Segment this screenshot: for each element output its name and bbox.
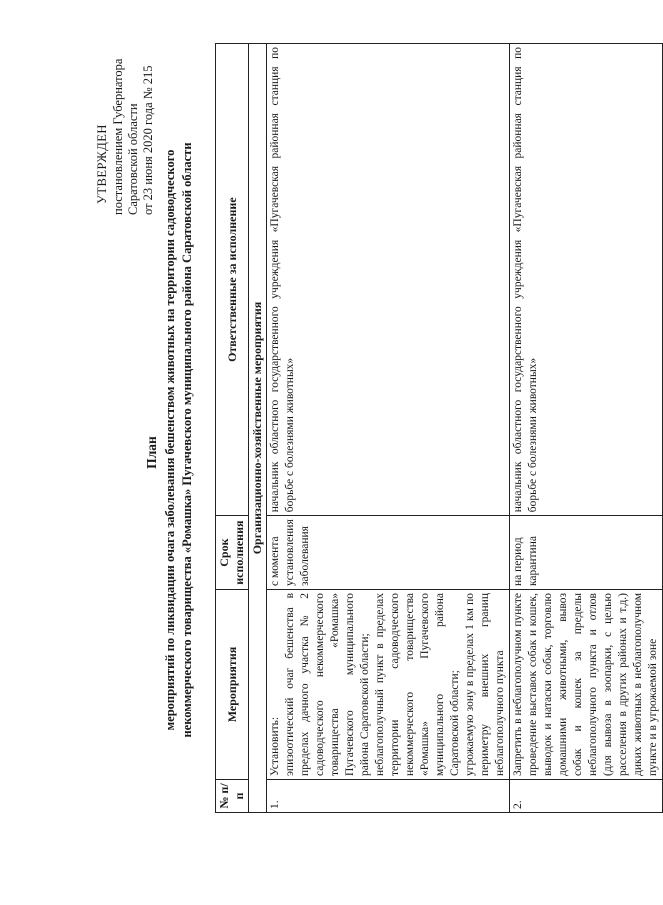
approval-heading: УТВЕРЖДЕН xyxy=(95,124,109,204)
header-num: № п/ п xyxy=(216,780,249,813)
header-activities: Мероприятия xyxy=(216,590,249,780)
activity-paragraph: эпизоотический очаг бешенства в пределах дачного участка № 2 садоводческого некоммерческого товарищества «Ромашка» Пугачевского муниципального района Саратовской области; xyxy=(284,593,371,776)
row-responsible: начальник областного государственного учреждения «Пугачевская районная станция по борьбе с болезнями животных» xyxy=(510,44,663,516)
row-number: 1. xyxy=(267,780,510,813)
activity-intro: Установить: xyxy=(269,716,281,776)
activity-paragraph: угрожаемую зону в пределах 1 км по периметру внешних границ неблагополучного пункта xyxy=(464,593,506,776)
document-title: План xyxy=(144,436,159,469)
document-subtitle: мероприятий по ликвидации очага заболевания бешенством животных на территории садоводческого некоммерческого товарищества «Ромашка» Пугачевского муниципального района Саратовской области xyxy=(163,142,194,738)
row-activity xyxy=(267,590,510,780)
approval-date: от 23 июня 2020 года № 215 xyxy=(141,65,155,215)
header-responsible: Ответственные за исполнение xyxy=(216,44,249,516)
plan-table xyxy=(215,43,663,813)
row-term: с момента установления заболевания xyxy=(267,516,510,590)
table-header-row xyxy=(216,44,249,813)
table-row xyxy=(510,44,663,813)
row-term: на период карантина xyxy=(510,516,663,590)
section-row xyxy=(249,44,267,813)
approval-line: Саратовской области xyxy=(126,103,140,215)
row-activity: Запретить в неблагополучном пункте проведение выставок собак и кошек, выводок и натаски собак, торговлю домашними животными, вывоз собак и кошек за пределы неблагополучного пункта и отлов (для вывоза в зоопарки, с целью расселения в других районах и т.д.) диких животных в неблагополучном пункте и в угрожаемой зоне xyxy=(510,590,663,780)
row-responsible: начальник областного государственного учреждения «Пугачевская районная станция по борьбе с болезнями животных» xyxy=(267,44,510,516)
activity-paragraph: неблагополучный пункт в пределах территории садоводческого некоммерческого товарищества «Ромашка» Пугачевского муниципального района Саратовской области; xyxy=(374,593,461,776)
section-title: Организационно-хозяйственные мероприятия xyxy=(249,44,267,813)
header-term: Срок исполнения xyxy=(216,516,249,590)
approval-line: постановлением Губернатора xyxy=(111,58,125,215)
table-row xyxy=(267,44,510,813)
row-number: 2. xyxy=(510,780,663,813)
